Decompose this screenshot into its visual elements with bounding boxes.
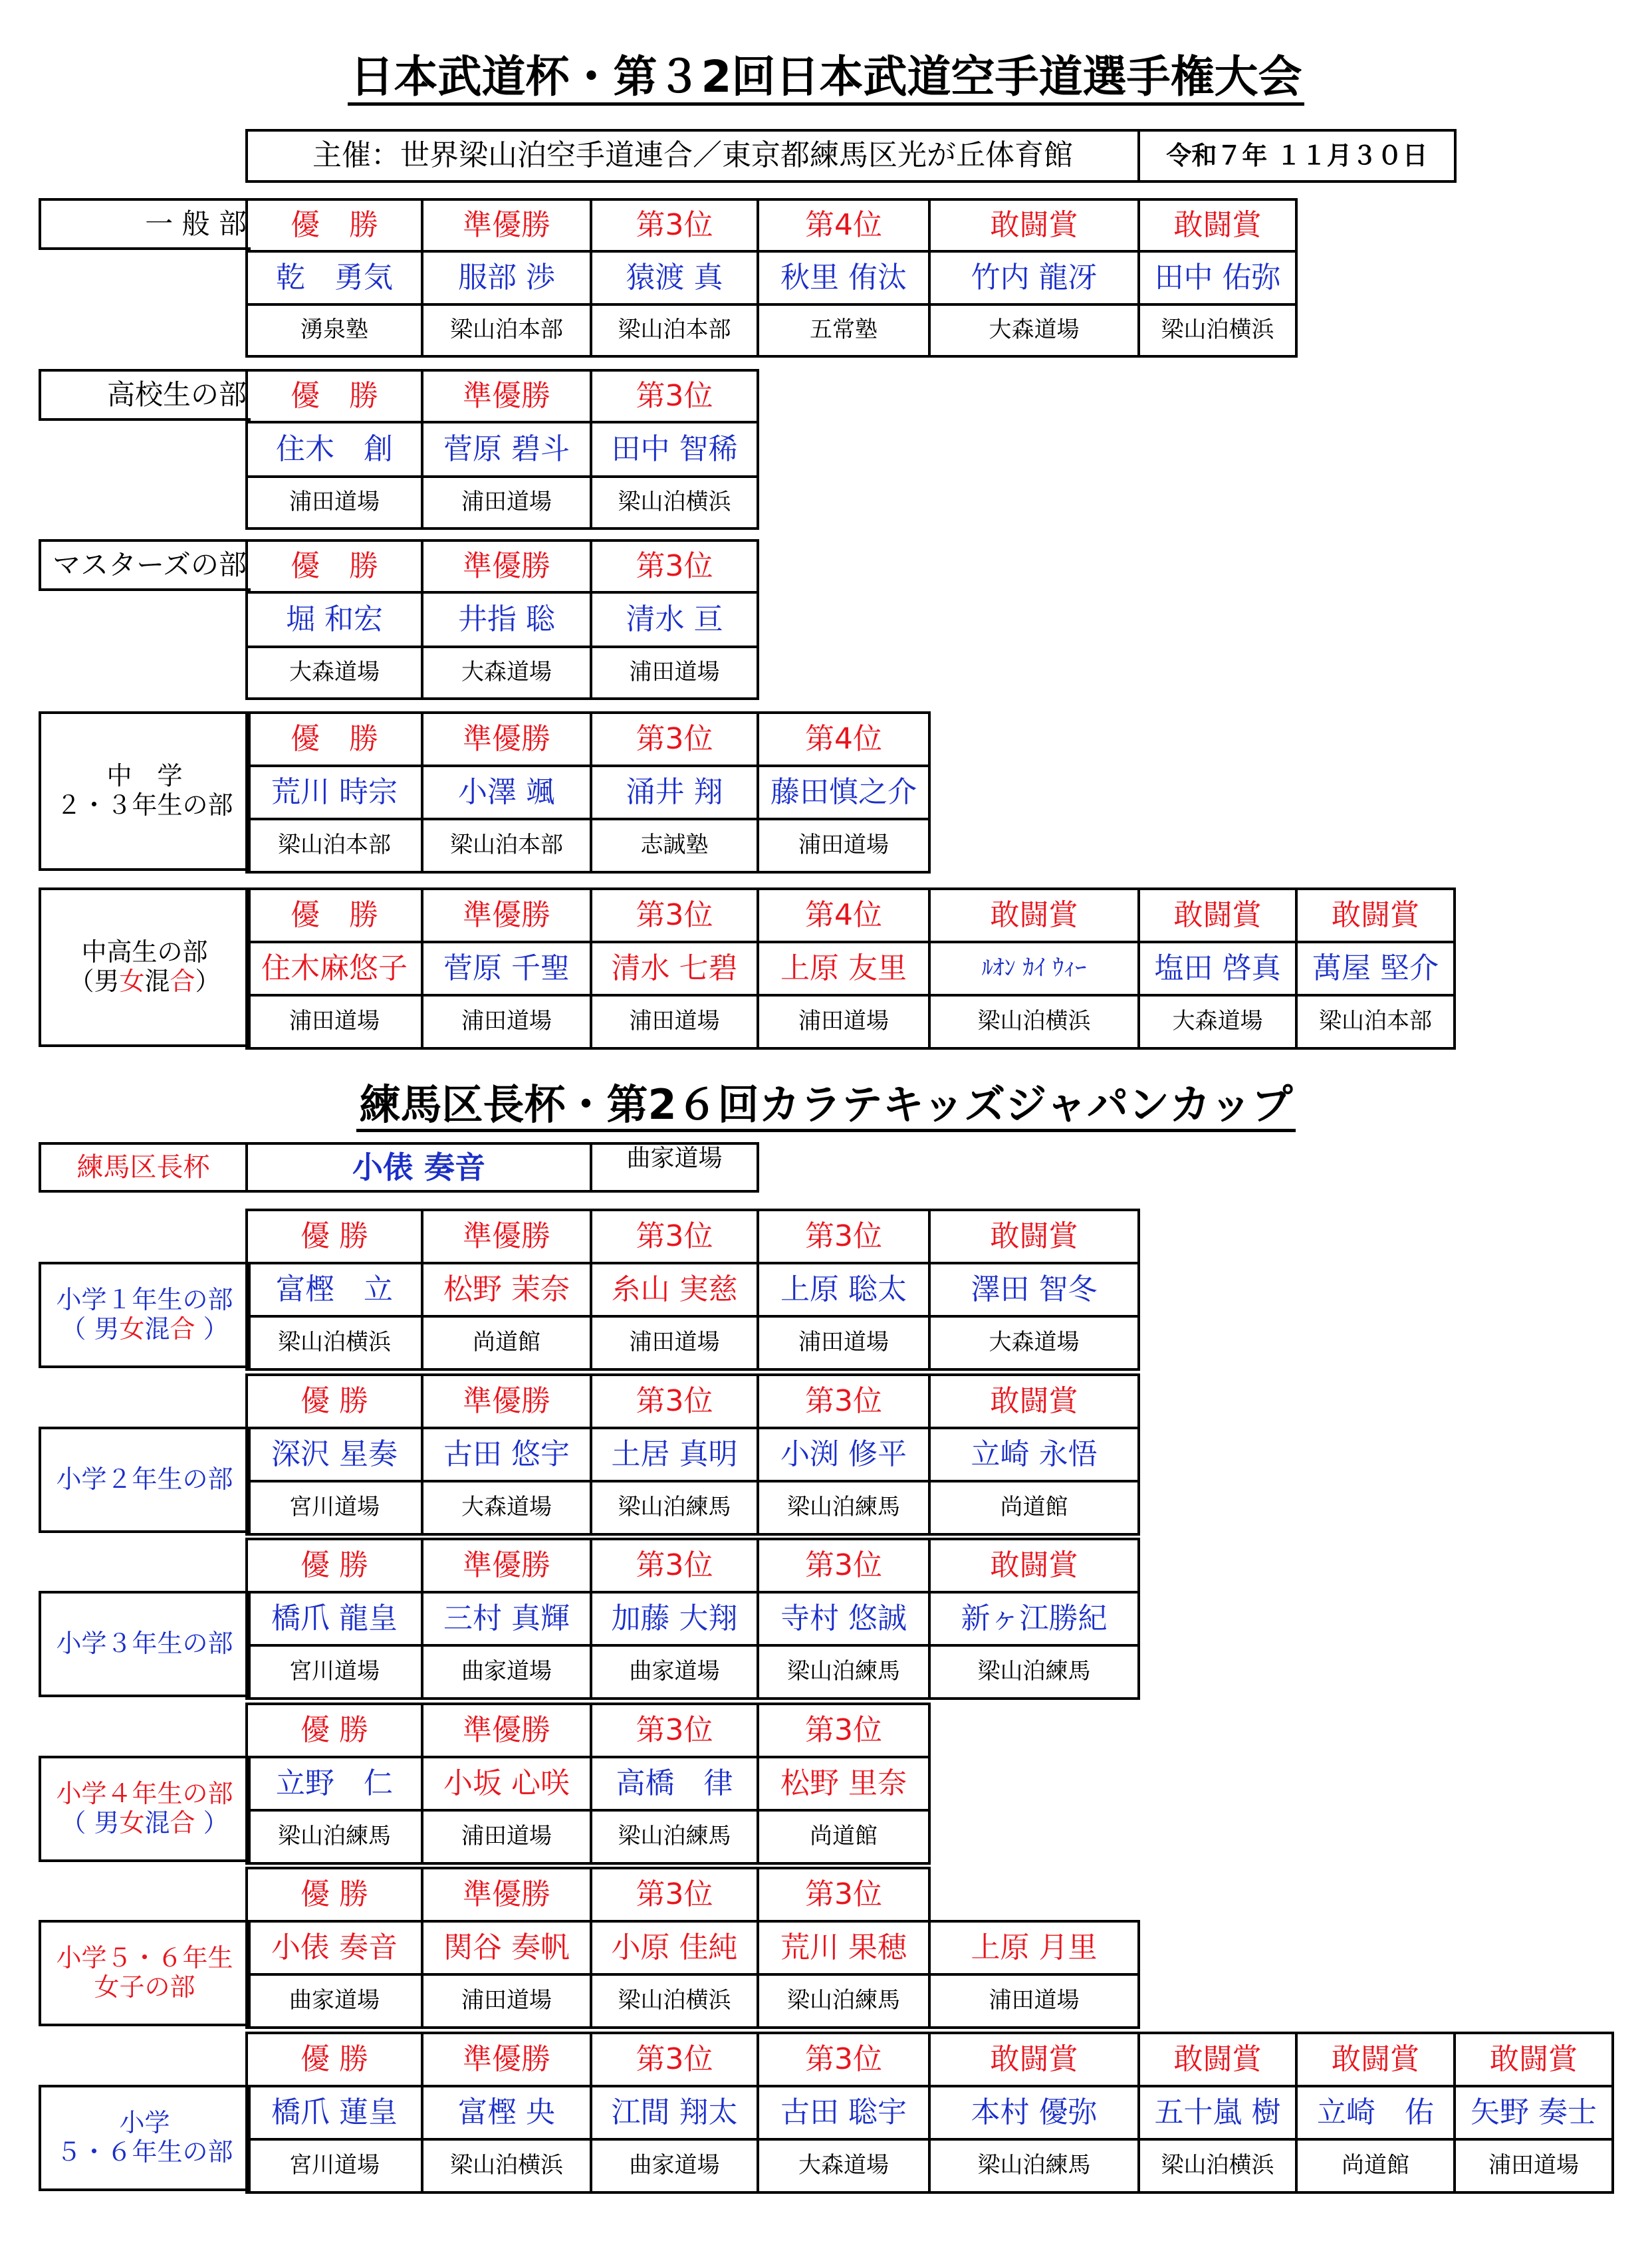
- organizer-box: [245, 129, 1140, 183]
- sho1-name: 上原 聡太: [757, 1262, 931, 1318]
- chukou-name: 住木麻悠子: [245, 941, 423, 997]
- sho1-name: 澤田 智冬: [928, 1262, 1140, 1318]
- sho2-header: 準優勝: [421, 1373, 592, 1429]
- sho2-header: 敢闘賞: [928, 1373, 1140, 1429]
- sho56-dojo: 梁山泊練馬: [928, 2138, 1140, 2194]
- main-title: [0, 41, 1652, 104]
- chugaku-dojo: 梁山泊本部: [245, 818, 423, 874]
- koko-dojo: 梁山泊横浜: [590, 475, 759, 530]
- chukou-header: 準優勝: [421, 887, 592, 943]
- sho4-header: 優 勝: [245, 1703, 423, 1758]
- masters-label: [39, 539, 251, 591]
- sho1-header: 優 勝: [245, 1209, 423, 1264]
- chukou-header: 敢闘賞: [1137, 887, 1298, 943]
- ippan-label-line: 一 般 部: [145, 207, 247, 240]
- sho56-header: 優 勝: [245, 2032, 423, 2087]
- ippan-header: 敢闘賞: [928, 198, 1140, 253]
- sho2-dojo: 尚道館: [928, 1480, 1140, 1536]
- masters-label-line: マスターズの部: [53, 548, 247, 581]
- sho56g-dojo: 梁山泊横浜: [590, 1973, 759, 2029]
- sho56g-name: 上原 月里: [928, 1920, 1140, 1976]
- chukou-name: 清水 七碧: [590, 941, 759, 997]
- ippan-dojo: 梁山泊本部: [590, 303, 759, 358]
- sho3-dojo: 曲家道場: [590, 1644, 759, 1700]
- ippan-name: 乾 勇気: [245, 250, 423, 306]
- koko-name: 田中 智稀: [590, 421, 759, 478]
- mayor-cup-label-text: 練馬区長杯: [76, 1152, 210, 1183]
- sho4-label: [39, 1756, 251, 1862]
- sho56-header: 敢闘賞: [1137, 2032, 1298, 2087]
- label-char: 混: [144, 967, 170, 996]
- ippan-name: 猿渡 真: [590, 250, 759, 306]
- chugaku-dojo: 浦田道場: [757, 818, 931, 874]
- label-char: 混: [144, 1314, 170, 1344]
- label-char: ）: [195, 967, 221, 996]
- sho4-label-line: [60, 1809, 228, 1838]
- sho56-header: 第3位: [757, 2032, 931, 2087]
- chugaku-label: [39, 711, 251, 871]
- chukou-dojo: 浦田道場: [590, 994, 759, 1050]
- sho1-label-line: [60, 1315, 228, 1344]
- masters-header: 優 勝: [245, 539, 423, 594]
- chukou-name: 菅原 千聖: [421, 941, 592, 997]
- sho2-name: 深沢 星奏: [245, 1427, 423, 1482]
- sho56-dojo: 梁山泊横浜: [1137, 2138, 1298, 2194]
- sho3-dojo: 梁山泊練馬: [928, 1644, 1140, 1700]
- sho2-dojo: 大森道場: [421, 1480, 592, 1536]
- sho56g-header: 第3位: [757, 1867, 931, 1923]
- ippan-header: 第4位: [757, 198, 931, 253]
- sho56g-dojo: 梁山泊練馬: [757, 1973, 931, 2029]
- sho56-name: 橋爪 蓮皇: [245, 2085, 423, 2141]
- koko-dojo: 浦田道場: [245, 475, 423, 530]
- sho2-label-line: 小学２年生の部: [56, 1465, 233, 1494]
- sho4-header: 準優勝: [421, 1703, 592, 1758]
- sho56-label-line: 小学: [119, 2108, 170, 2138]
- sho56-name: 立崎 佑: [1295, 2085, 1456, 2141]
- sho56-name: 古田 聡宇: [757, 2085, 931, 2141]
- sho1-dojo: 浦田道場: [757, 1315, 931, 1371]
- chukou-dojo: 浦田道場: [757, 994, 931, 1050]
- sho56-dojo: 浦田道場: [1453, 2138, 1614, 2194]
- sho2-dojo: 宮川道場: [245, 1480, 423, 1536]
- sho56-name: 本村 優弥: [928, 2085, 1140, 2141]
- masters-dojo: 大森道場: [421, 646, 592, 700]
- ippan-header: 第3位: [590, 198, 759, 253]
- chukou-name: ﾙｵﾝ ｶｲ ｳｨｰ: [928, 941, 1140, 997]
- sho4-dojo: 梁山泊練馬: [245, 1809, 423, 1865]
- sho4-name: 小坂 心咲: [421, 1756, 592, 1812]
- sho56-header: 敢闘賞: [1453, 2032, 1614, 2087]
- sho1-name: 糸山 実慈: [590, 1262, 759, 1318]
- sho1-label-line: 小学１年生の部: [56, 1285, 233, 1315]
- sho2-header: 第3位: [590, 1373, 759, 1429]
- chukou-label-line: [68, 967, 220, 997]
- sho56-dojo: 大森道場: [757, 2138, 931, 2194]
- masters-name: 清水 亘: [590, 591, 759, 648]
- label-char: （ 男: [60, 1314, 120, 1344]
- sho56-label-line: ５・６年生の部: [56, 2137, 233, 2167]
- masters-dojo: 浦田道場: [590, 646, 759, 700]
- label-char: 女: [119, 967, 145, 996]
- chukou-header: 優 勝: [245, 887, 423, 943]
- sho56-header: 第3位: [590, 2032, 759, 2087]
- koko-header: 第3位: [590, 369, 759, 423]
- sho56g-name: 関谷 奏帆: [421, 1920, 592, 1976]
- sho56-name: 矢野 奏士: [1453, 2085, 1614, 2141]
- sho56-name: 五十嵐 樹: [1137, 2085, 1298, 2141]
- sho56g-name: 小俵 奏音: [245, 1920, 423, 1976]
- sho3-label-line: 小学３年生の部: [56, 1629, 233, 1659]
- mayor-cup-name: [245, 1142, 592, 1193]
- sho56g-dojo: 浦田道場: [421, 1973, 592, 2029]
- sho56-dojo: 尚道館: [1295, 2138, 1456, 2194]
- sho56g-name: 荒川 果穂: [757, 1920, 931, 1976]
- sho2-dojo: 梁山泊練馬: [757, 1480, 931, 1536]
- sho56-dojo: 梁山泊横浜: [421, 2138, 592, 2194]
- koko-name: 菅原 碧斗: [421, 421, 592, 478]
- sho56-name: 江間 翔太: [590, 2085, 759, 2141]
- organizer-text: 主催：世界梁山泊空手道連合／東京都練馬区光が丘体育館: [312, 138, 1073, 173]
- sho56g-header: 準優勝: [421, 1867, 592, 1923]
- sho2-header: 優 勝: [245, 1373, 423, 1429]
- sho2-name: 土居 真明: [590, 1427, 759, 1482]
- chugaku-label-line: 中 学: [106, 761, 183, 791]
- sho3-dojo: 宮川道場: [245, 1644, 423, 1700]
- sho3-header: 敢闘賞: [928, 1538, 1140, 1594]
- sho3-header: 準優勝: [421, 1538, 592, 1594]
- masters-name: 井指 聡: [421, 591, 592, 648]
- chugaku-dojo: 梁山泊本部: [421, 818, 592, 874]
- sho4-name: 高橋 律: [590, 1756, 759, 1812]
- koko-label: [39, 369, 251, 421]
- ippan-name: 秋里 侑汰: [757, 250, 931, 306]
- sho56-header: 敢闘賞: [928, 2032, 1140, 2087]
- sho3-header: 優 勝: [245, 1538, 423, 1594]
- label-char: 合: [170, 1314, 195, 1344]
- main-title-text: 日本武道杯・第３2回日本武道空手道選手権大会: [348, 51, 1305, 106]
- sho56g-label: [39, 1920, 251, 2026]
- ippan-header: 敢闘賞: [1137, 198, 1298, 253]
- ippan-header: 優 勝: [245, 198, 423, 253]
- chukou-name: 萬屋 堅介: [1295, 941, 1456, 997]
- sho1-header: 準優勝: [421, 1209, 592, 1264]
- sho56g-label-line: 女子の部: [94, 1972, 195, 2002]
- second-title-text: 練馬区長杯・第2６回カラテキッズジャパンカップ: [356, 1080, 1295, 1132]
- label-char: 女: [119, 1808, 145, 1837]
- ippan-dojo: 五常塾: [757, 303, 931, 358]
- chukou-dojo: 大森道場: [1137, 994, 1298, 1050]
- sho56g-dojo: 曲家道場: [245, 1973, 423, 2029]
- chukou-name: 塩田 啓真: [1137, 941, 1298, 997]
- sho56-label: [39, 2085, 251, 2191]
- sho56g-header: 第3位: [590, 1867, 759, 1923]
- mayor-cup-dojo: [590, 1142, 759, 1193]
- chukou-header: 敢闘賞: [1295, 887, 1456, 943]
- masters-header: 準優勝: [421, 539, 592, 594]
- ippan-label: [39, 198, 251, 250]
- ippan-name: 田中 佑弥: [1137, 250, 1298, 306]
- chugaku-label-line: ２・３年生の部: [56, 790, 233, 820]
- chugaku-name: 藤田慎之介: [757, 765, 931, 820]
- sho4-name: 松野 里奈: [757, 1756, 931, 1812]
- sho3-name: 三村 真輝: [421, 1591, 592, 1647]
- chugaku-name: 涌井 翔: [590, 765, 759, 820]
- koko-name: 住木 創: [245, 421, 423, 478]
- ippan-header: 準優勝: [421, 198, 592, 253]
- sho1-header: 第3位: [757, 1209, 931, 1264]
- sho2-name: 古田 悠宇: [421, 1427, 592, 1482]
- sho3-name: 橋爪 龍皇: [245, 1591, 423, 1647]
- chukou-dojo: 浦田道場: [421, 994, 592, 1050]
- sho1-header: 敢闘賞: [928, 1209, 1140, 1264]
- sho1-name: 富樫 立: [245, 1262, 423, 1318]
- koko-header: 準優勝: [421, 369, 592, 423]
- chugaku-dojo: 志誠塾: [590, 818, 759, 874]
- sho56-dojo: 宮川道場: [245, 2138, 423, 2194]
- sho4-dojo: 尚道館: [757, 1809, 931, 1865]
- sho3-header: 第3位: [757, 1538, 931, 1594]
- ippan-dojo: 梁山泊本部: [421, 303, 592, 358]
- chukou-dojo: 梁山泊横浜: [928, 994, 1140, 1050]
- chukou-header: 第3位: [590, 887, 759, 943]
- sho56g-name: 小原 佳純: [590, 1920, 759, 1976]
- koko-label-line: 高校生の部: [106, 378, 247, 411]
- sho4-header: 第3位: [590, 1703, 759, 1758]
- sho4-dojo: 浦田道場: [421, 1809, 592, 1865]
- sho56-name: 富樫 央: [421, 2085, 592, 2141]
- sho3-label: [39, 1591, 251, 1697]
- sho2-header: 第3位: [757, 1373, 931, 1429]
- masters-header: 第3位: [590, 539, 759, 594]
- sho56g-dojo: 浦田道場: [928, 1973, 1140, 2029]
- sho4-header: 第3位: [757, 1703, 931, 1758]
- sho2-name: 小渕 修平: [757, 1427, 931, 1482]
- sho56-dojo: 曲家道場: [590, 2138, 759, 2194]
- ippan-name: 竹内 龍冴: [928, 250, 1140, 306]
- chukou-label-line: 中高生の部: [81, 937, 208, 967]
- koko-header: 優 勝: [245, 369, 423, 423]
- chugaku-name: 小澤 颯: [421, 765, 592, 820]
- sho3-dojo: 曲家道場: [421, 1644, 592, 1700]
- chugaku-header: 準優勝: [421, 711, 592, 767]
- chugaku-header: 第4位: [757, 711, 931, 767]
- date-box: [1137, 129, 1457, 183]
- sho1-dojo: 尚道館: [421, 1315, 592, 1371]
- chugaku-name: 荒川 時宗: [245, 765, 423, 820]
- chukou-header: 敢闘賞: [928, 887, 1140, 943]
- mayor-cup-label: [39, 1142, 248, 1193]
- koko-dojo: 浦田道場: [421, 475, 592, 530]
- mayor-cup-dojo-text: 曲家道場: [626, 1145, 723, 1172]
- ippan-dojo: 梁山泊横浜: [1137, 303, 1298, 358]
- sho2-name: 立崎 永悟: [928, 1427, 1140, 1482]
- sho2-dojo: 梁山泊練馬: [590, 1480, 759, 1536]
- mayor-cup-name-text: 小俵 奏音: [352, 1149, 485, 1185]
- sho3-header: 第3位: [590, 1538, 759, 1594]
- label-char: 合: [170, 1808, 195, 1837]
- ippan-name: 服部 渉: [421, 250, 592, 306]
- sho56g-label-line: 小学５・６年生: [56, 1943, 233, 1973]
- sho1-name: 松野 茉奈: [421, 1262, 592, 1318]
- chugaku-header: 第3位: [590, 711, 759, 767]
- sho3-name: 新ヶ江勝紀: [928, 1591, 1140, 1647]
- label-char: ）: [195, 1808, 229, 1837]
- chukou-name: 上原 友里: [757, 941, 931, 997]
- chukou-header: 第4位: [757, 887, 931, 943]
- masters-dojo: 大森道場: [245, 646, 423, 700]
- label-char: 混: [144, 1808, 170, 1837]
- second-title: [0, 1072, 1652, 1131]
- sho4-label-line: 小学４年生の部: [56, 1779, 233, 1809]
- label-char: （ 男: [60, 1808, 120, 1837]
- chukou-dojo: 浦田道場: [245, 994, 423, 1050]
- sho1-header: 第3位: [590, 1209, 759, 1264]
- chugaku-header: 優 勝: [245, 711, 423, 767]
- label-char: 合: [170, 967, 195, 996]
- sho56-header: 準優勝: [421, 2032, 592, 2087]
- sho56g-header: 優 勝: [245, 1867, 423, 1923]
- sho4-dojo: 梁山泊練馬: [590, 1809, 759, 1865]
- sho2-label: [39, 1427, 251, 1533]
- sho1-dojo: 浦田道場: [590, 1315, 759, 1371]
- sho56-header: 敢闘賞: [1295, 2032, 1456, 2087]
- sho3-name: 加藤 大翔: [590, 1591, 759, 1647]
- label-char: （男: [68, 967, 120, 996]
- sho1-dojo: 梁山泊横浜: [245, 1315, 423, 1371]
- sho3-name: 寺村 悠誠: [757, 1591, 931, 1647]
- sho4-name: 立野 仁: [245, 1756, 423, 1812]
- sho1-label: [39, 1262, 251, 1368]
- chukou-dojo: 梁山泊本部: [1295, 994, 1456, 1050]
- sho3-dojo: 梁山泊練馬: [757, 1644, 931, 1700]
- label-char: ）: [195, 1314, 229, 1344]
- sho1-dojo: 大森道場: [928, 1315, 1140, 1371]
- label-char: 女: [119, 1314, 145, 1344]
- date-text: 令和７年 １１月３０日: [1166, 140, 1428, 170]
- ippan-dojo: 湧泉塾: [245, 303, 423, 358]
- masters-name: 堀 和宏: [245, 591, 423, 648]
- ippan-dojo: 大森道場: [928, 303, 1140, 358]
- chukou-label: [39, 887, 251, 1047]
